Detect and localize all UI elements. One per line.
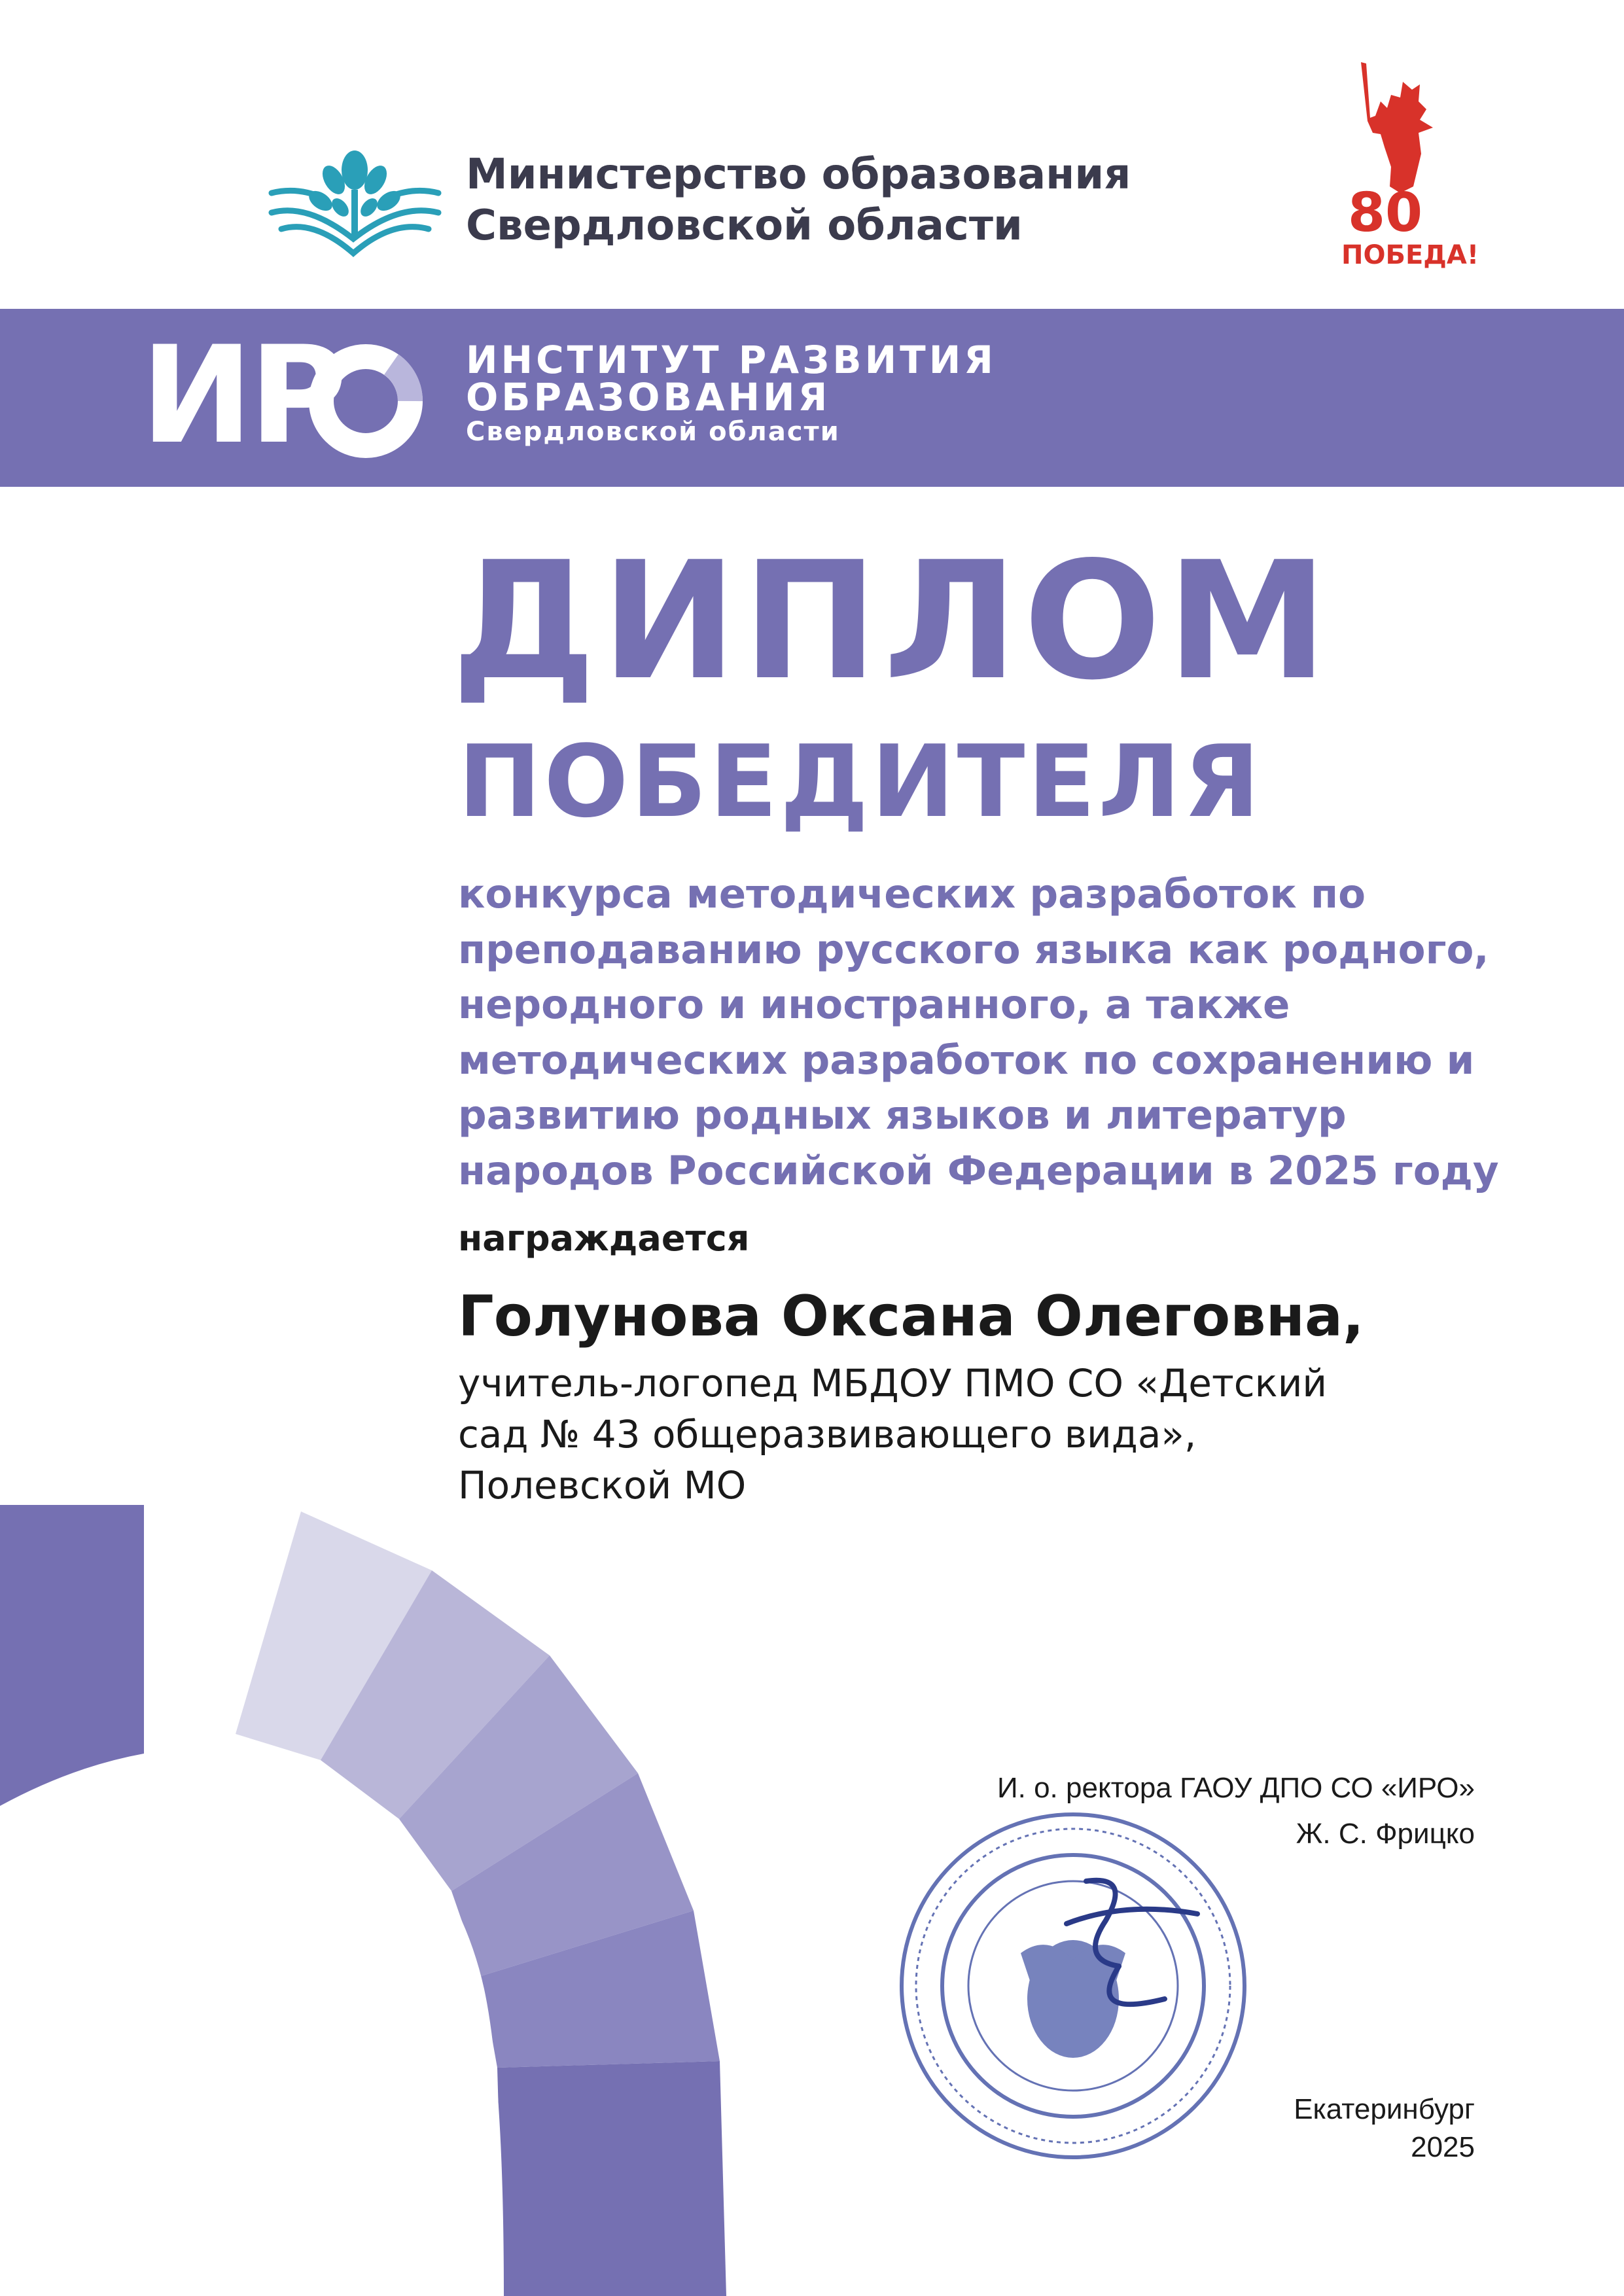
contest-line: конкурса методических разработок по xyxy=(458,871,1366,917)
recipient-name: Голунова Оксана Олеговна, xyxy=(458,1284,1364,1349)
decorative-arc xyxy=(0,1492,733,2296)
official-seal-stamp xyxy=(890,1803,1256,2169)
institute-name-line3: Свердловской области xyxy=(466,417,840,447)
institute-name-line2: ОБРАЗОВАНИЯ xyxy=(466,375,831,419)
position-line: сад № 43 общеразвивающего вида», xyxy=(458,1412,1197,1457)
position-line: учитель-логопед МБДОУ ПМО СО «Детский xyxy=(458,1361,1328,1405)
signatory-title: И. о. ректора ГАОУ ДПО СО «ИРО» xyxy=(997,1772,1475,1804)
issue-year: 2025 xyxy=(1411,2131,1475,2163)
ministry-name xyxy=(466,149,1131,251)
iro-ring-icon xyxy=(306,342,425,461)
ministry-logo-icon xyxy=(262,141,448,265)
contest-line: преподаванию русского языка как родного, xyxy=(458,926,1489,973)
diploma-title: ДИПЛОМ xyxy=(451,527,1333,716)
awarded-label: награждается xyxy=(458,1218,750,1259)
recipient-position xyxy=(458,1358,1327,1511)
institute-name-line1: ИНСТИТУТ РАЗВИТИЯ xyxy=(466,338,997,382)
issue-place xyxy=(1294,2091,1475,2166)
position-line: Полевской МО xyxy=(458,1463,747,1508)
ministry-name-line1: Министерство образования xyxy=(466,150,1131,199)
contest-line: развитию родных языков и литератур xyxy=(458,1092,1347,1139)
diploma-subtitle: ПОБЕДИТЕЛЯ xyxy=(458,724,1263,839)
contest-line: народов Российской Федерации в 2025 году xyxy=(458,1147,1499,1194)
iro-wordmark: ИР xyxy=(141,318,344,474)
victory-caption: ПОБЕДА! xyxy=(1341,240,1479,270)
contest-line: методических разработок по сохранению и xyxy=(458,1036,1475,1084)
issue-city: Екатеринбург xyxy=(1294,2093,1475,2125)
victory-number: 80 xyxy=(1348,182,1423,244)
contest-description xyxy=(458,867,1583,1199)
signatory-name: Ж. С. Фрицко xyxy=(1296,1818,1475,1850)
victory-80-logo xyxy=(1335,56,1479,272)
ministry-name-line2: Свердловской области xyxy=(466,202,1023,250)
contest-line: неродного и иностранного, а также xyxy=(458,981,1290,1028)
arc-segment xyxy=(497,2061,726,2296)
